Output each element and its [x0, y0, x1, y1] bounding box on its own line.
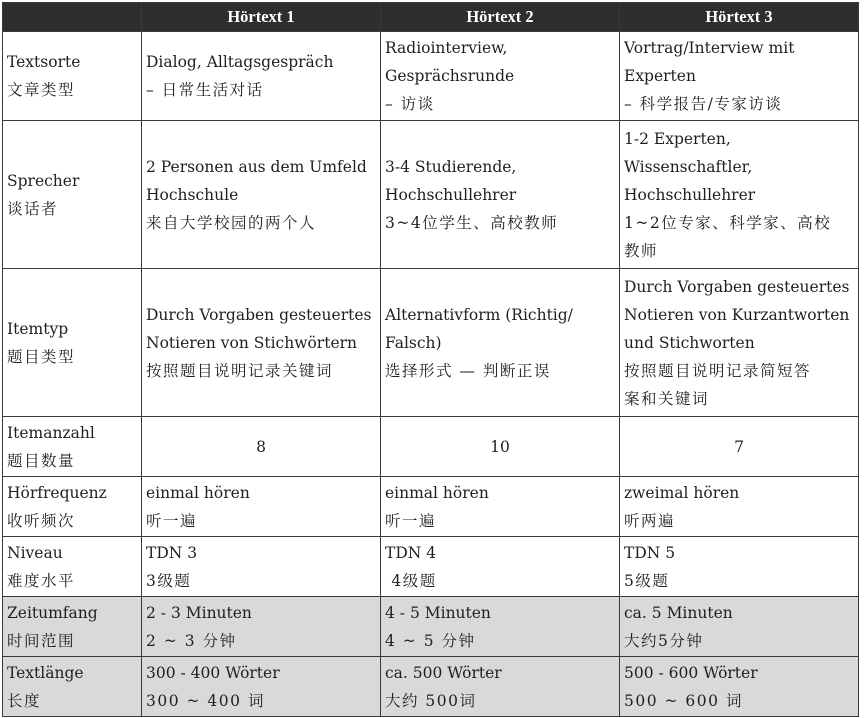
label-de: Niveau — [7, 543, 63, 562]
cell-line: 按照题目说明记录简短答 — [624, 361, 812, 380]
cell-line: ca. 5 Minuten — [624, 603, 733, 622]
cell: 7 — [620, 417, 859, 477]
cell-line: 1-2 Experten, — [624, 129, 731, 148]
cell-line: Durch Vorgaben gesteuertes — [624, 277, 850, 296]
label-zh: 时间范围 — [7, 631, 76, 650]
row-label — [3, 477, 142, 537]
cell — [620, 537, 859, 597]
row-label — [3, 121, 142, 269]
cell-line: 500 - 600 Wörter — [624, 663, 758, 682]
cell — [142, 32, 381, 121]
cell-line: TDN 4 — [385, 543, 437, 562]
cell-line: 来自大学校园的两个人 — [146, 213, 317, 232]
cell — [381, 537, 620, 597]
cell — [142, 477, 381, 537]
label-zh: 文章类型 — [7, 81, 76, 99]
cell — [620, 477, 859, 537]
cell-line: 2 - 3 Minuten — [146, 603, 252, 622]
cell — [142, 537, 381, 597]
cell — [620, 269, 859, 417]
label-zh: 难度水平 — [7, 571, 76, 590]
cell-line: 大约5分钟 — [624, 631, 704, 650]
cell — [142, 597, 381, 657]
header-hoertext-2: Hörtext 2 — [381, 3, 620, 32]
cell-line: einmal hören — [146, 483, 250, 502]
cell-line: – 科学报告/专家访谈 — [624, 95, 783, 113]
cell-line: 300 - 400 Wörter — [146, 663, 280, 682]
cell-line: ca. 500 Wörter — [385, 663, 502, 682]
label-de: Textsorte — [7, 53, 81, 71]
cell-line: 大约 500词 — [385, 691, 477, 710]
cell-line: 3-4 Studierende, — [385, 157, 517, 176]
label-de: Itemanzahl — [7, 423, 95, 442]
row-label — [3, 537, 142, 597]
table-row-itemtyp — [3, 269, 859, 417]
cell-line: 2 Personen aus dem Umfeld — [146, 157, 367, 176]
table-row-textsorte — [3, 32, 859, 121]
label-de: Zeitumfang — [7, 603, 98, 622]
comparison-table — [2, 2, 859, 717]
header-corner — [3, 3, 142, 32]
cell-line: 4 ~ 5 分钟 — [385, 631, 476, 650]
table-row-zeitumfang — [3, 597, 859, 657]
cell — [381, 597, 620, 657]
label-zh: 题目数量 — [7, 451, 76, 470]
label-zh: 长度 — [7, 691, 42, 710]
cell-line: 500 ~ 600 词 — [624, 691, 743, 710]
cell-line: 4 - 5 Minuten — [385, 603, 491, 622]
cell — [381, 32, 620, 121]
cell-line: Radiointerview, — [385, 39, 508, 57]
row-label — [3, 32, 142, 121]
cell-line: 300 ~ 400 词 — [146, 691, 265, 710]
label-de: Itemtyp — [7, 319, 69, 338]
cell-line: zweimal hören — [624, 483, 740, 502]
cell-line: 按照题目说明记录关键词 — [146, 361, 334, 380]
cell-line: 5级题 — [624, 571, 670, 590]
cell-line: Wissenschaftler, — [624, 157, 753, 176]
cell-line: 听两遍 — [624, 511, 676, 530]
row-label — [3, 417, 142, 477]
cell-line: 教师 — [624, 241, 659, 260]
cell-line: einmal hören — [385, 483, 489, 502]
cell-line: – 日常生活对话 — [146, 81, 264, 99]
label-zh: 题目类型 — [7, 347, 76, 366]
row-label — [3, 269, 142, 417]
cell — [620, 657, 859, 717]
table-row-textlaenge — [3, 657, 859, 717]
cell-line: 听一遍 — [146, 511, 198, 530]
cell-line: – 访谈 — [385, 95, 435, 113]
cell-line: und Stichworten — [624, 333, 755, 352]
cell-line: Falsch) — [385, 333, 442, 352]
cell-line: 案和关键词 — [624, 389, 710, 408]
cell-line: Gesprächsrunde — [385, 67, 515, 85]
cell-line: Dialog, Alltagsgespräch — [146, 53, 334, 71]
label-de: Hörfrequenz — [7, 483, 107, 502]
cell-line: 3级题 — [146, 571, 192, 590]
cell-line: Hochschule — [146, 185, 239, 204]
cell-line: Vortrag/Interview mit — [624, 39, 795, 57]
table-row-itemanzahl — [3, 417, 859, 477]
cell-line: Notieren von Stichwörtern — [146, 333, 358, 352]
cell-line: Alternativform (Richtig/ — [385, 305, 573, 324]
row-label — [3, 597, 142, 657]
cell-line: Notieren von Kurzantworten — [624, 305, 850, 324]
cell — [620, 121, 859, 269]
cell — [620, 32, 859, 121]
cell-line: 1~2位专家、科学家、高校 — [624, 213, 832, 232]
header-hoertext-1: Hörtext 1 — [142, 3, 381, 32]
header-row — [3, 3, 859, 32]
cell-line: TDN 3 — [146, 543, 198, 562]
cell-line: Hochschullehrer — [624, 185, 756, 204]
cell — [381, 269, 620, 417]
cell — [381, 121, 620, 269]
label-zh: 收听频次 — [7, 511, 76, 530]
table-row-niveau — [3, 537, 859, 597]
cell-line: 听一遍 — [385, 511, 437, 530]
cell-line: TDN 5 — [624, 543, 676, 562]
cell-line: 3~4位学生、高校教师 — [385, 213, 559, 232]
cell-line: 选择形式 — 判断正误 — [385, 361, 551, 380]
table-row-hoerfrequenz — [3, 477, 859, 537]
table-row-sprecher — [3, 121, 859, 269]
cell-line: Hochschullehrer — [385, 185, 517, 204]
row-label — [3, 657, 142, 717]
header-hoertext-3: Hörtext 3 — [620, 3, 859, 32]
cell-line: 4级题 — [385, 571, 437, 590]
cell: 8 — [142, 417, 381, 477]
cell — [142, 657, 381, 717]
cell — [142, 269, 381, 417]
cell — [381, 657, 620, 717]
cell-line: 2 ~ 3 分钟 — [146, 631, 237, 650]
label-de: Sprecher — [7, 171, 80, 190]
cell-line: Experten — [624, 67, 696, 85]
cell-line: Durch Vorgaben gesteuertes — [146, 305, 372, 324]
cell — [620, 597, 859, 657]
label-zh: 谈话者 — [7, 199, 59, 218]
cell — [142, 121, 381, 269]
label-de: Textlänge — [7, 663, 84, 682]
cell: 10 — [381, 417, 620, 477]
cell — [381, 477, 620, 537]
